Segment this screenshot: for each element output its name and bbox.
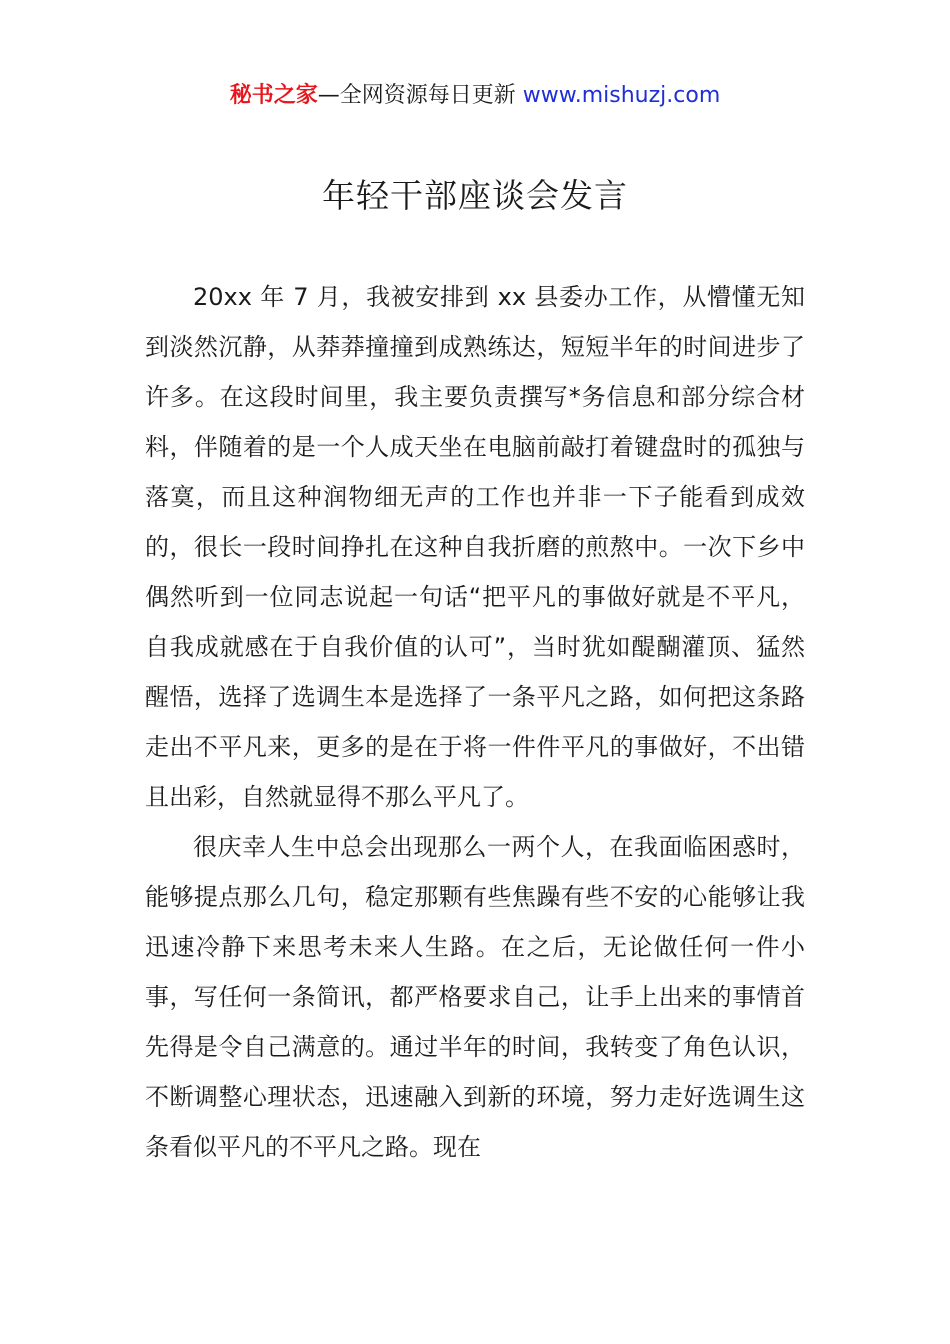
- site-url-link[interactable]: www.mishuzj.com: [522, 83, 721, 108]
- paragraph: 20xx 年 7 月，我被安排到 xx 县委办工作，从懵懂无知到淡然沉静，从莽莽撞撞到成熟练达，短短半年的时间进步了许多。在这段时间里，我主要负责撰写*务信息和部分综合材料，伴随着的是一个人成天坐在电脑前敲打着键盘时的孤独与落寞，而且这种润物细无声的工作也并非一下子能看到成效的，很长一段时间挣扎在这种自我折磨的煎熬中。一次下乡中偶然听到一位同志说起一句话“把平凡的事做好就是不平凡，自我成就感在于自我价值的认可”，当时犹如醍醐灌顶、猛然醒悟，选择了选调生本是选择了一条平凡之路，如何把这条路走出不平凡来，更多的是在于将一件件平凡的事做好，不出错且出彩，自然就显得不那么平凡了。: [145, 283, 805, 811]
- document-body: [145, 272, 805, 1172]
- site-header: [0, 78, 950, 114]
- paragraph: 很庆幸人生中总会出现那么一两个人，在我面临困惑时，能够提点那么几句，稳定那颗有些焦躁有些不安的心能够让我迅速冷静下来思考未来人生路。在之后，无论做任何一件小事，写任何一条简讯，都严格要求自己，让手上出来的事情首先得是令自己满意的。通过半年的时间，我转变了角色认识，不断调整心理状态，迅速融入到新的环境，努力走好选调生这条看似平凡的不平凡之路。现在: [145, 833, 805, 1161]
- site-brand: 秘书之家: [229, 83, 318, 108]
- document-title: 年轻干部座谈会发言: [322, 176, 628, 215]
- site-tagline: —全网资源每日更新: [317, 83, 516, 108]
